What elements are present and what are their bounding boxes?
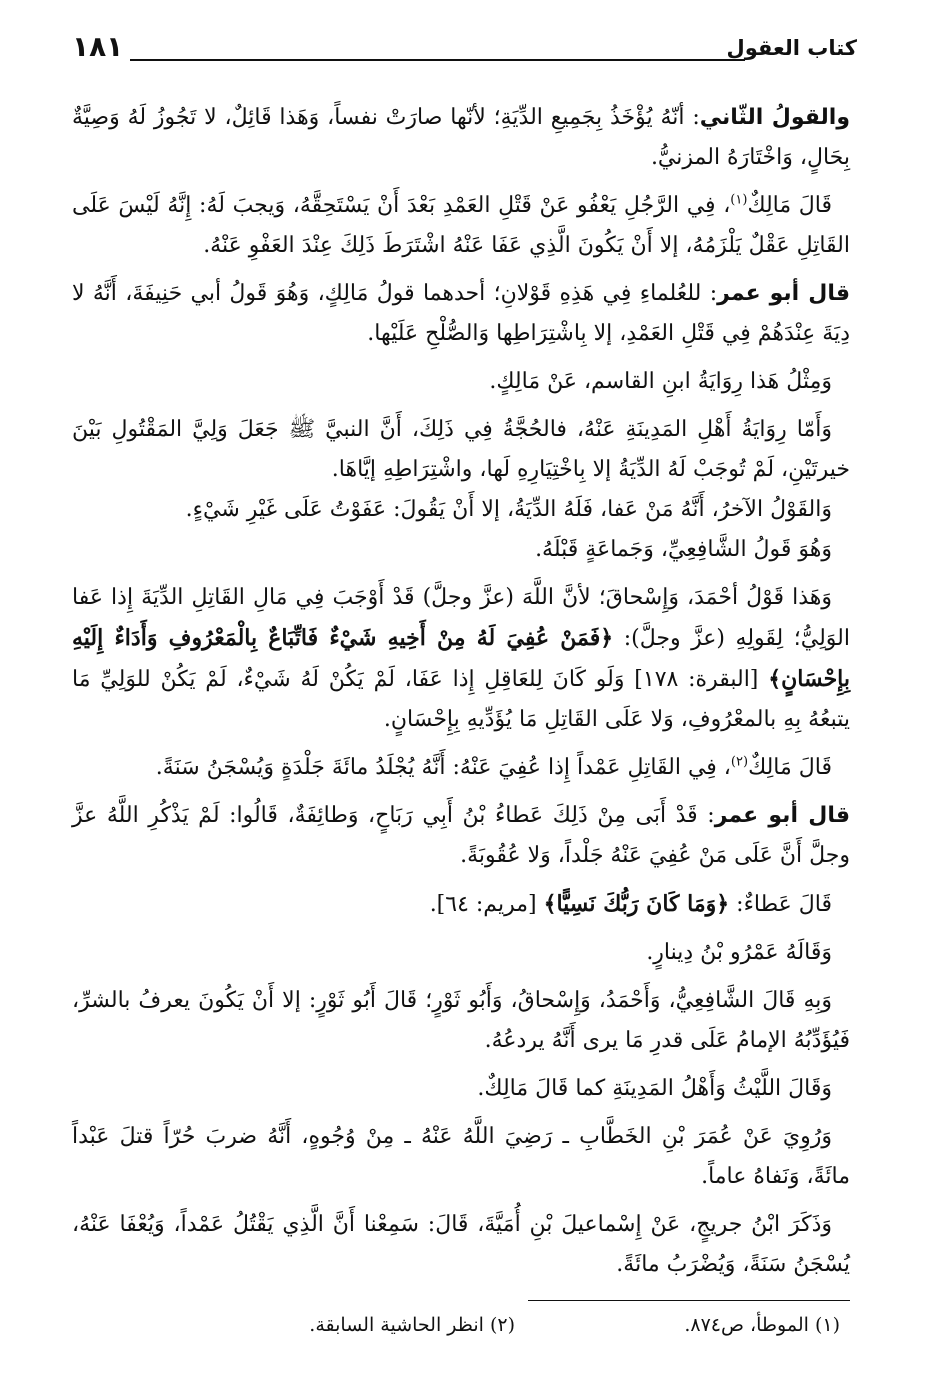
paragraph-text: [البقرة: ١٧٨] وَلَو كَانَ لِلعَاقِلِ إِذا عَفَا، لَمْ يَكُنْ لَهُ شَيْءٌ، لَمْ يَكُنْ للوَلِيِّ مَا يتبعُهُ بِهِ بالمعْرُوفِ، وَلا عَلَى القَاتِلِ مَا يُؤَدِّيهِ بِإِحْسَانٍ. [72, 667, 850, 732]
paragraph-text: ، فِي الرَّجُلِ يَعْفُو عَنْ قَتْلِ العَمْدِ بَعْدَ أَنْ يَسْتَحِقَّهُ، وَيجبَ لَهُ: إِنَّهُ لَيْسَ عَلَى القَاتِلِ عَقْلٌ يَلْزَمُهُ، إلا أَنْ يَكُونَ الَّذِي عَفَا عَنْهُ اشْتَرَطَ ذَلِكَ عِنْدَ العَفْوِ عَنْهُ. [72, 193, 850, 258]
footnote-1: (١) الموطأ، ص٨٧٤. [684, 1314, 840, 1336]
paragraph-lead: قال أبو عمر [717, 281, 850, 306]
paragraph: وَقَالَهُ عَمْرُو بْنُ دِينارٍ. [646, 940, 832, 965]
paragraph [72, 98, 850, 178]
paragraph-text: : قَدْ أَبَى مِنْ ذَلِكَ عَطاءُ بْنُ أَبِي رَبَاحٍ، وَطائِفَةٌ، قَالُوا: لَمْ يَذْكُرِ اللَّهُ عزَّ وجلَّ أَنَّ عَلَى مَنْ عُفِيَ عَنْهُ جَلْداً، وَلا عُقُوبَةً. [72, 803, 850, 868]
paragraph [72, 748, 850, 788]
footnote-separator [528, 1300, 850, 1301]
paragraph: وَقَالَ اللَّيْثُ وَأَهْلُ المَدِينَةِ كما قَالَ مَالِكٌ. [477, 1076, 832, 1101]
paragraph-text: [مريم: ٦٤]. [429, 892, 544, 917]
paragraph [72, 274, 850, 354]
running-title: كتاب العقول [726, 36, 857, 60]
footnote-ref: (١) [730, 192, 748, 208]
paragraph-text: قَالَ مَالِكٌ [747, 193, 832, 218]
paragraph: وَرُوِيَ عَنْ عُمَرَ بْنِ الخَطَّابِ ـ رَضِيَ اللَّهُ عَنْهُ ـ مِنْ وُجُوهٍ، أَنَّهُ ضربَ حُرّاً قتلَ عَبْداً مائَةً، وَنَفاهُ عاماً. [72, 1124, 850, 1189]
paragraph [72, 578, 850, 740]
paragraph: وَأَمّا رِوَايَةُ أَهْلِ المَدِينَةِ عَنْهُ، فالحُجَّةُ فِي ذَلِكَ، أَنَّ النبيَّ ﷺ جَعَلَ وَلِيَّ المَقْتُولِ بَيْنَ خيرتَيْنِ، لَمْ تُوجَبْ لَهُ الدِّيَةُ إلا بِاخْتِيَارِهِ لَها، واشْتِرَاطِهِ إيَّاهَا. [72, 417, 850, 482]
paragraph-lead: قال أبو عمر [714, 803, 850, 828]
paragraph: وَهُوَ قَولُ الشَّافِعِيِّ، وَجَماعَةٍ قَبْلَهُ. [535, 537, 832, 562]
header-rule [130, 59, 745, 61]
paragraph-lead: والقولُ الثّاني [699, 105, 850, 130]
paragraph-text: : أنّهُ يُؤْخَذُ بِجَمِيعِ الدِّيَةِ؛ لأنّها صارَتْ نفساً، وَهَذا قَائِلٌ، لا تَجُوزُ لَهُ وَصِيَّةٌ بِحَالٍ، وَاخْتَارَهُ المزنيُّ. [72, 105, 850, 170]
paragraph: وَذَكَرَ ابْنُ جريجٍ، عَنْ إِسْماعيلَ بْنِ أُمَيَّةَ، قَالَ: سَمِعْنا أَنَّ الَّذِي يَقْتُلُ عَمْداً، وَيُعْفَا عَنْهُ، يُسْجَنُ سَنَةً، وَيُضْرَبُ مائَةً. [72, 1212, 850, 1277]
footnotes [72, 1314, 850, 1344]
footnote-2: (٢) انظر الحاشية السابقة. [309, 1314, 515, 1336]
paragraph: وَبِهِ قَالَ الشَّافِعِيُّ، وَأَحْمَدُ، وَإِسْحاقُ، وَأَبُو ثَوْرٍ؛ قَالَ أَبُو ثَوْرٍ: إلا أَنْ يَكُونَ يعرفُ بالشرِّ، فَيُؤَدِّبُهُ الإمامُ عَلَى قدرِ مَا يرى أَنَّهُ يردعُهُ. [72, 988, 850, 1053]
paragraph [72, 796, 850, 876]
page-header [72, 28, 857, 72]
paragraph-text: : للعُلماءِ فِي هَذِهِ قَوْلانِ؛ أحدهما قولُ مَالِكٍ، وَهُوَ قَولُ أبي حَنِيفَةَ، أَنَّهُ لا دِيَةَ عِنْدَهُمْ فِي قَتْلِ العَمْدِ، إلا بِاشْتِرَاطِها وَالصُّلْحِ عَلَيْها. [72, 281, 850, 346]
paragraph-text: ، فِي القَاتِلِ عَمْداً إِذا عُفِيَ عَنْهُ: أَنَّهُ يُجْلَدُ مائَةَ جَلْدَةٍ وَيُسْجَنُ سَنَةً. [155, 755, 731, 780]
paragraph-text: وَهَذا قَوْلُ أحْمَدَ، وَإِسْحاقَ؛ لأنَّ اللَّهَ (عزَّ وجلَّ) قَدْ أَوْجَبَ فِي مَالِ القَاتِلِ الدِّيَةَ إِذا عَفا الوَلِيُّ؛ لِقَولِهِ (عزَّ وجلَّ): [72, 585, 850, 651]
paragraph-text: قَالَ مَالِكٌ [748, 755, 832, 780]
quran-verse: ﴿فَمَنْ عُفِيَ لَهُ مِنْ أَخِيهِ شَيْءٌ فَاتِّبَاعٌ بِالْمَعْرُوفِ وَأَدَاءٌ إِلَيْهِ بِإِحْسَانٍ﴾ [72, 625, 850, 692]
footnote-ref: (٢) [730, 754, 749, 770]
quran-verse: ﴿وَمَا كَانَ رَبُّكَ نَسِيًّا﴾ [543, 891, 730, 917]
paragraph: وَمِثْلُ هَذا رِوَايَةُ ابنِ القاسم، عَنْ مَالِكٍ. [489, 369, 832, 394]
paragraph: وَالقَوْلُ الآخرُ، أَنَّهُ مَنْ عَفا، فَلَهُ الدِّيَةُ، إلا أَنْ يَقُولَ: عَفَوْتُ عَلَى غَيْرِ شَيْءٍ. [185, 497, 832, 522]
page-number: ١٨١ [72, 30, 124, 63]
paragraph [72, 884, 850, 925]
page-body [72, 98, 850, 1285]
paragraph-text: قَالَ عَطاءٌ: [729, 892, 832, 917]
paragraph [72, 186, 850, 266]
